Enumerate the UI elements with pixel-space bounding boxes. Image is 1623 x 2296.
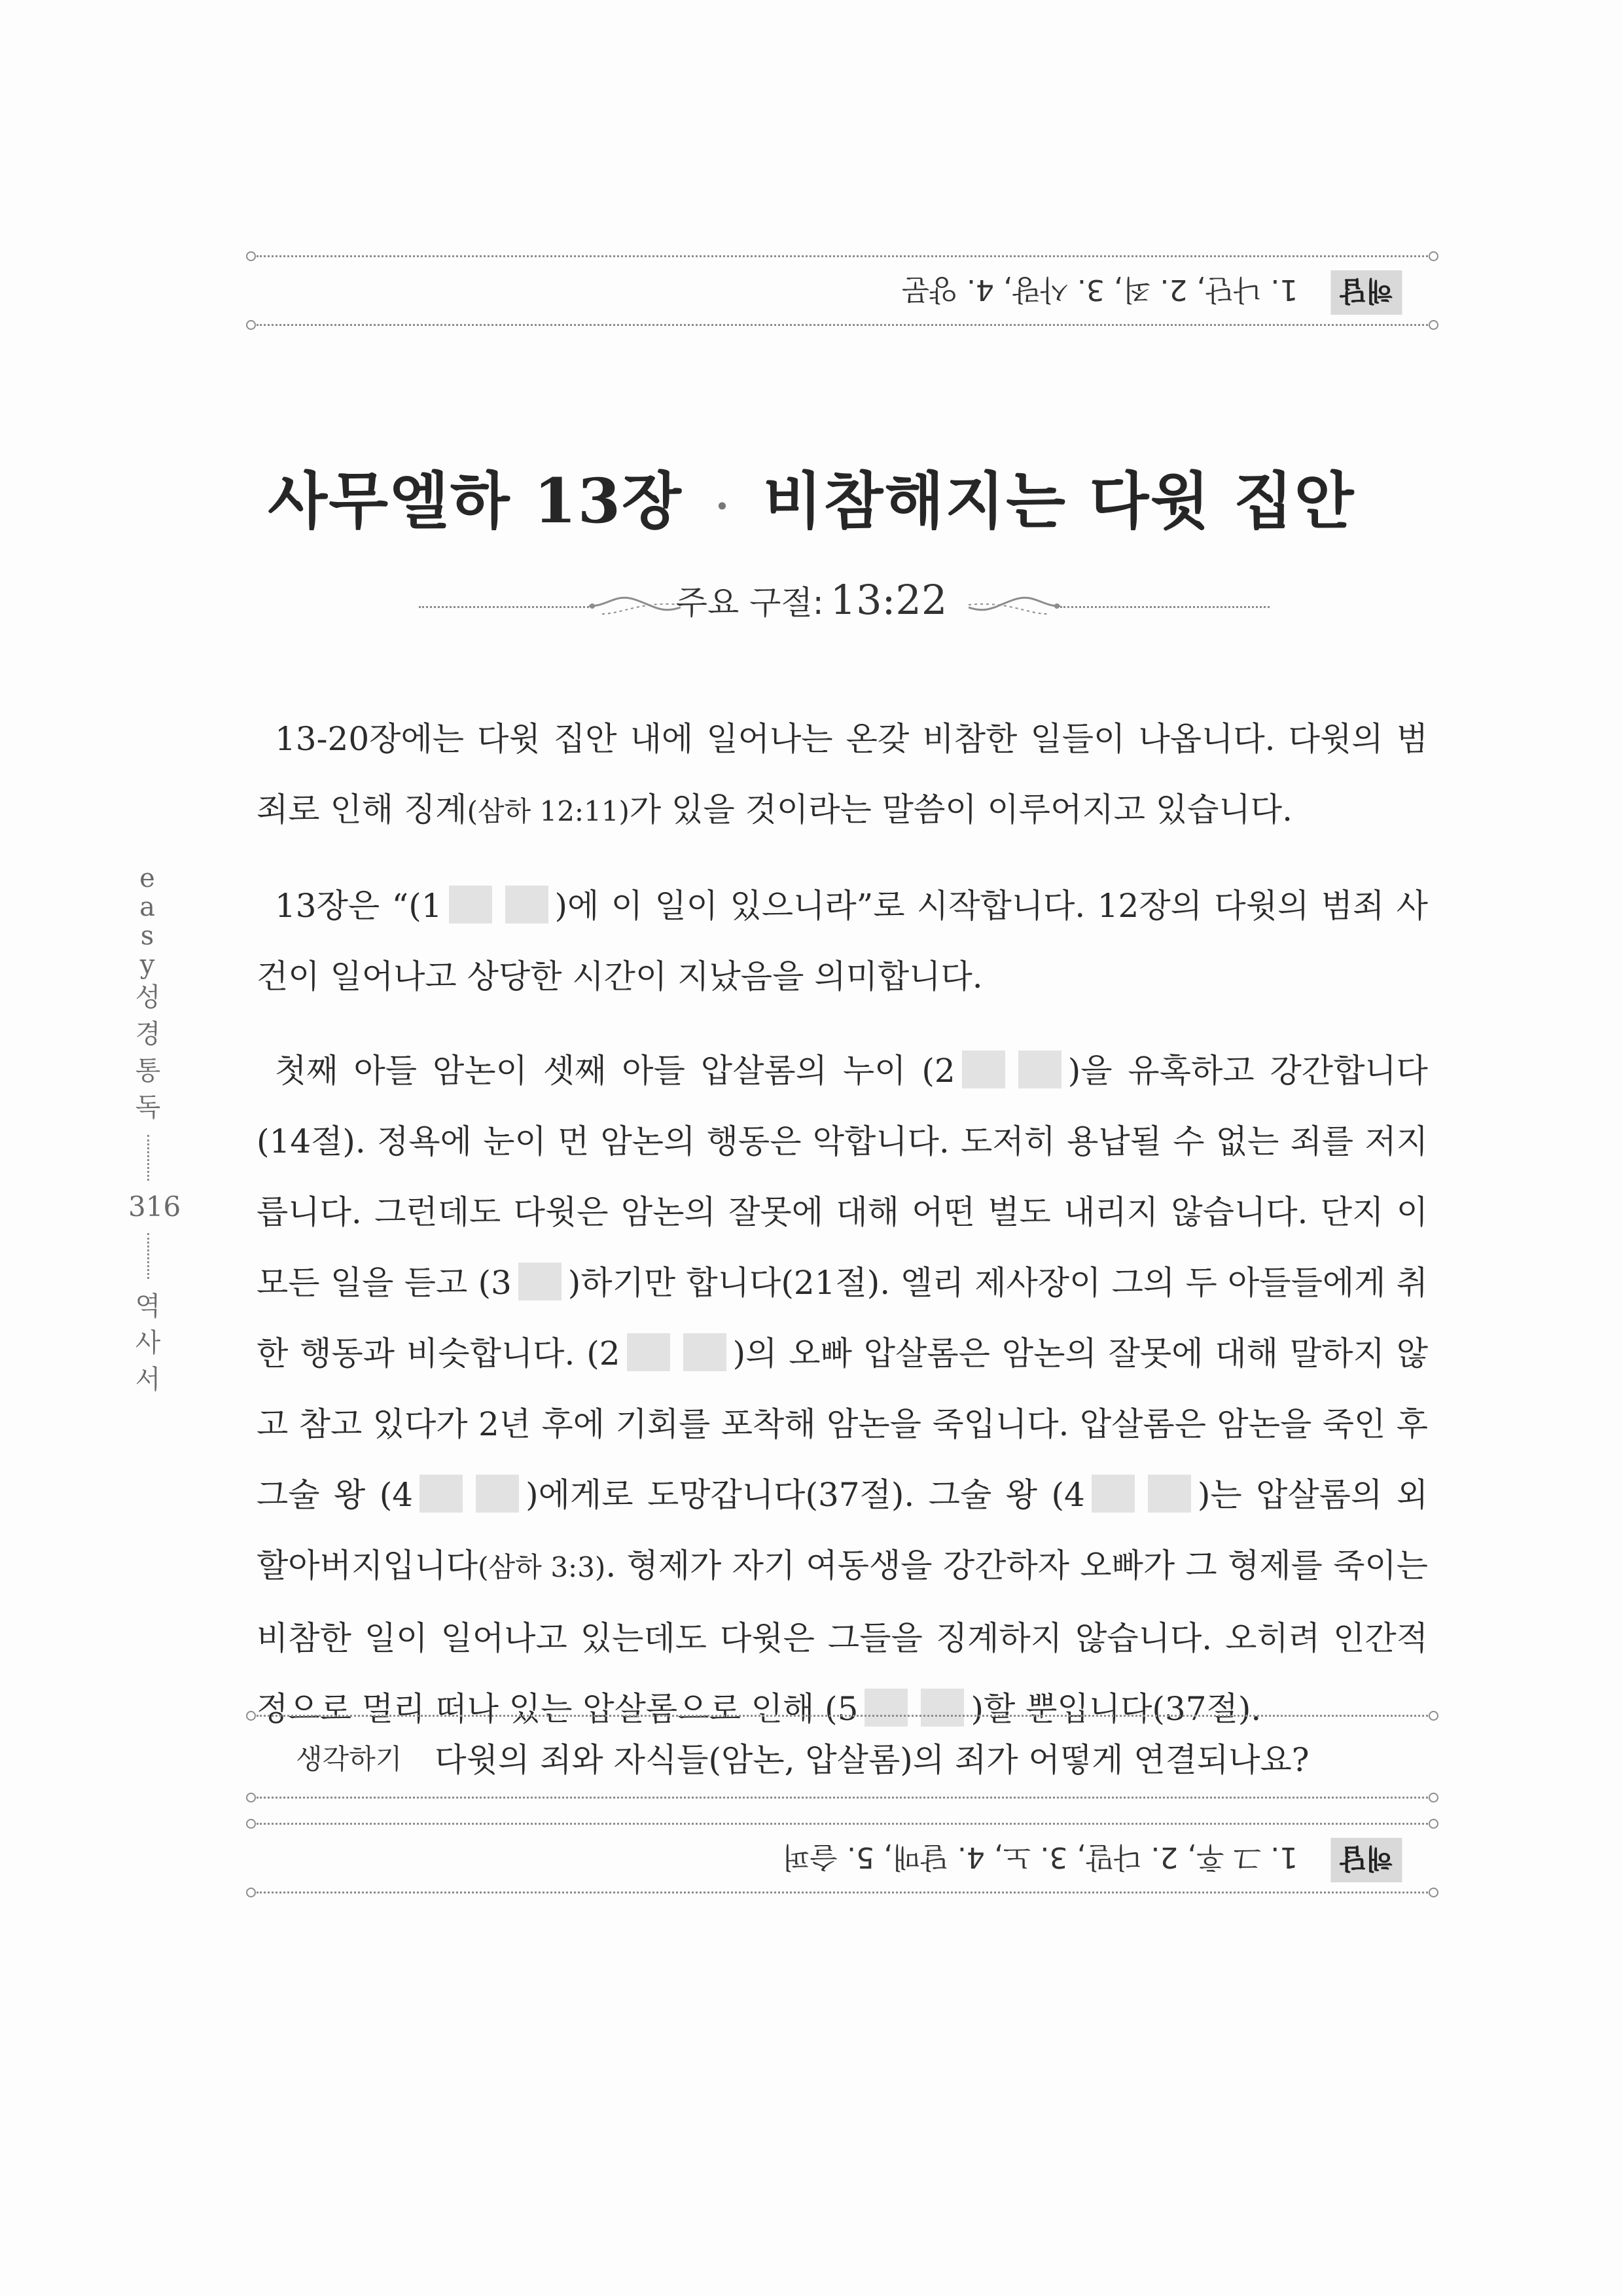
body-text (257, 704, 1428, 1768)
page-number: 316 (128, 1191, 181, 1223)
side-tab-kor-3: 통 (135, 1056, 161, 1086)
key-verse-ref: 13:22 (830, 576, 948, 624)
p1-text-a: 13-20장에는 다윗 집안 내에 일어나는 온갖 비참한 일들이 나옵니다. 다윗의 범죄로 인해 징계 (257, 720, 1428, 829)
p3-text-f: )는 압살롬의 외할아버지입니다 (257, 1476, 1429, 1585)
p2-text-b: )에 이 일이 있으니라”로 시작합니다. 12장의 다윗의 범죄 사건이 일어나고 상당한 시간이 지났음을 의미합니다. (257, 887, 1428, 996)
key-verse-text (0, 576, 1623, 624)
chapter-subtitle: 비참해지는 다윗 집안 (762, 465, 1355, 537)
top-rule-upper (257, 255, 1428, 257)
side-tab (128, 863, 181, 1398)
blank-4b[interactable] (476, 1475, 519, 1513)
top-answer-label: 해답 (1330, 270, 1402, 315)
blank-2d[interactable] (683, 1333, 726, 1371)
blank-4c[interactable] (1092, 1475, 1135, 1513)
p3-text-a: 첫째 아들 암논이 셋째 아들 압살롬의 누이 (2 (275, 1052, 955, 1090)
side-tab-divider-bottom (147, 1233, 149, 1279)
side-tab-kor-4: 독 (135, 1092, 161, 1122)
p1-text-b: 가 있을 것이라는 말씀이 이루어지고 있습니다. (629, 791, 1293, 829)
key-verse-line-right (1060, 606, 1270, 608)
ornament-right-icon (969, 588, 1060, 624)
p3-text-h: )할 뿐입니다(37절). (971, 1690, 1262, 1728)
blank-2c[interactable] (627, 1333, 670, 1371)
side-tab-kor-2: 경 (135, 1019, 161, 1049)
blank-2a[interactable] (962, 1050, 1005, 1088)
bottom-answer-text: 1. 그 후, 2. 다말, 3. 노, 4. 달매, 5. 슬퍼 (781, 1840, 1298, 1874)
blank-4d[interactable] (1148, 1475, 1191, 1513)
p3-text-g: . 형제가 자기 여동생을 강간하자 오빠가 그 형제를 죽이는 비참한 일이 일어나고 있는데도 다윗은 그들을 징계하지 않습니다. 오히려 인간적 정으로 멀리 떠나 있는 압살롬으로 인해 (5 (257, 1547, 1428, 1728)
key-verse-label: 주요 구절: (675, 584, 824, 622)
bottom-rule-lower (257, 1892, 1428, 1893)
p3-text-d: )의 오빠 압살롬은 암논의 잘못에 대해 말하지 않고 참고 있다가 2년 후에 기회를 포착해 암논을 죽입니다. 압살롬은 암논을 죽인 후 그술 왕 (4 (257, 1335, 1428, 1514)
think-question: 다윗의 죄와 자식들(암논, 압살롬)의 죄가 어떻게 연결되나요? (435, 1741, 1310, 1779)
think-rule-upper (257, 1715, 1428, 1717)
side-tab-section-3: 서 (135, 1365, 161, 1395)
side-tab-divider-top (147, 1135, 149, 1181)
p3-text-b: )을 유혹하고 강간합니다(14절). 정욕에 눈이 먼 암논의 행동은 악합니다. 도저히 용납될 수 없는 죄를 저지릅니다. 그런데도 다윗은 암논의 잘못에 대해 어떤 벌도 내리지 않습니다. 단지 이 모든 일을 듣고 (3 (257, 1052, 1428, 1302)
p3-text-e: )에게로 도망갑니다(37절). 그술 왕 (4 (526, 1476, 1085, 1514)
paragraph-2 (257, 870, 1428, 1012)
top-answer-text: 1. 나단, 2. 죄, 3. 사랑, 4. 양문 (901, 273, 1298, 306)
think-box (257, 1721, 1428, 1793)
title-separator: · (715, 483, 730, 529)
blank-4a[interactable] (419, 1475, 463, 1513)
side-tab-latin-a: a (139, 892, 156, 922)
think-label: 생각하기 (296, 1743, 402, 1775)
bottom-answer-label: 해답 (1330, 1838, 1402, 1882)
top-answer-box (257, 260, 1428, 325)
side-tab-latin-e: e (139, 863, 156, 893)
bottom-answer-upside-down (782, 1827, 1402, 1893)
p1-ref: (삼하 12:11) (467, 795, 630, 827)
key-verse-banner (0, 569, 1623, 641)
blank-1a[interactable] (449, 886, 492, 924)
side-tab-latin-y: y (139, 950, 156, 980)
paragraph-3 (257, 1035, 1428, 1744)
paragraph-1 (257, 704, 1428, 847)
p3-text-c: )하기만 합니다(21절). 엘리 제사장이 그의 두 아들들에게 취한 행동과 비슷합니다. (2 (257, 1264, 1428, 1372)
top-answer-upside-down (902, 260, 1402, 325)
chapter-title (0, 452, 1623, 540)
side-tab-section-2: 사 (135, 1328, 161, 1358)
side-tab-kor-1: 성 (135, 982, 161, 1013)
p3-ref: (삼하 3:3) (478, 1551, 606, 1583)
blank-1b[interactable] (505, 886, 548, 924)
p2-text-a: 13장은 “(1 (275, 887, 442, 925)
top-rule-lower (257, 324, 1428, 326)
bottom-rule-upper (257, 1823, 1428, 1825)
blank-3[interactable] (518, 1263, 562, 1300)
think-rule-lower (257, 1797, 1428, 1799)
side-tab-section-1: 역 (135, 1291, 161, 1321)
chapter-book: 사무엘하 13장 (268, 465, 683, 537)
blank-2b[interactable] (1018, 1050, 1061, 1088)
bottom-answer-box (257, 1827, 1428, 1893)
side-tab-latin-s: s (140, 921, 156, 951)
